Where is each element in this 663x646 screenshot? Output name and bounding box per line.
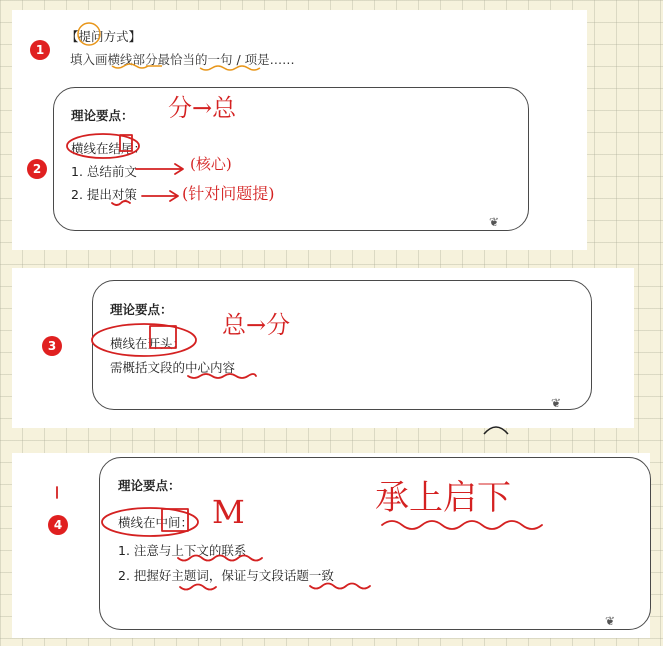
theory-item-1: 1. 总结前文 <box>71 164 137 179</box>
leaf-icon: ❦ <box>489 215 500 229</box>
leaf-icon: ❦ <box>551 396 562 410</box>
handwritten-note-fen-zong: 分→总 <box>168 94 237 122</box>
handwritten-note-core: (核心) <box>190 155 232 173</box>
theory-item-2: 2. 把握好主题词，保证与文段话题一致 <box>118 568 334 583</box>
theory-heading: 理论要点： <box>71 108 134 123</box>
step-badge-1: 1 <box>30 40 50 60</box>
theory-heading: 理论要点： <box>110 302 173 317</box>
handwritten-note-targeted: (针对问题提) <box>182 184 275 203</box>
rule-line-start: 横线在开头： <box>110 336 186 351</box>
theory-item-1: 1. 注意与上下文的联系 <box>118 543 247 558</box>
rule-line-end: 横线在结尾： <box>71 141 147 156</box>
rule-line-middle: 横线在中间： <box>118 515 194 530</box>
question-method-text: 填入画横线部分最恰当的一句 / 项是…… <box>70 52 295 67</box>
leaf-icon: ❦ <box>605 614 616 628</box>
handwritten-note-zong-fen: 总→分 <box>222 311 291 339</box>
step-badge-4: 4 <box>48 515 68 535</box>
theory-heading: 理论要点： <box>118 478 181 493</box>
handwritten-note-transition: 承上启下 <box>375 478 511 518</box>
question-method-label: 【提问方式】 <box>66 29 142 44</box>
theory-detail: 需概括文段的中心内容 <box>110 360 236 375</box>
handwritten-note-m: M <box>212 493 245 531</box>
curve-mark <box>484 427 508 434</box>
theory-item-2: 2. 提出对策 <box>71 187 137 202</box>
step-badge-3: 3 <box>42 336 62 356</box>
step-badge-2: 2 <box>27 159 47 179</box>
